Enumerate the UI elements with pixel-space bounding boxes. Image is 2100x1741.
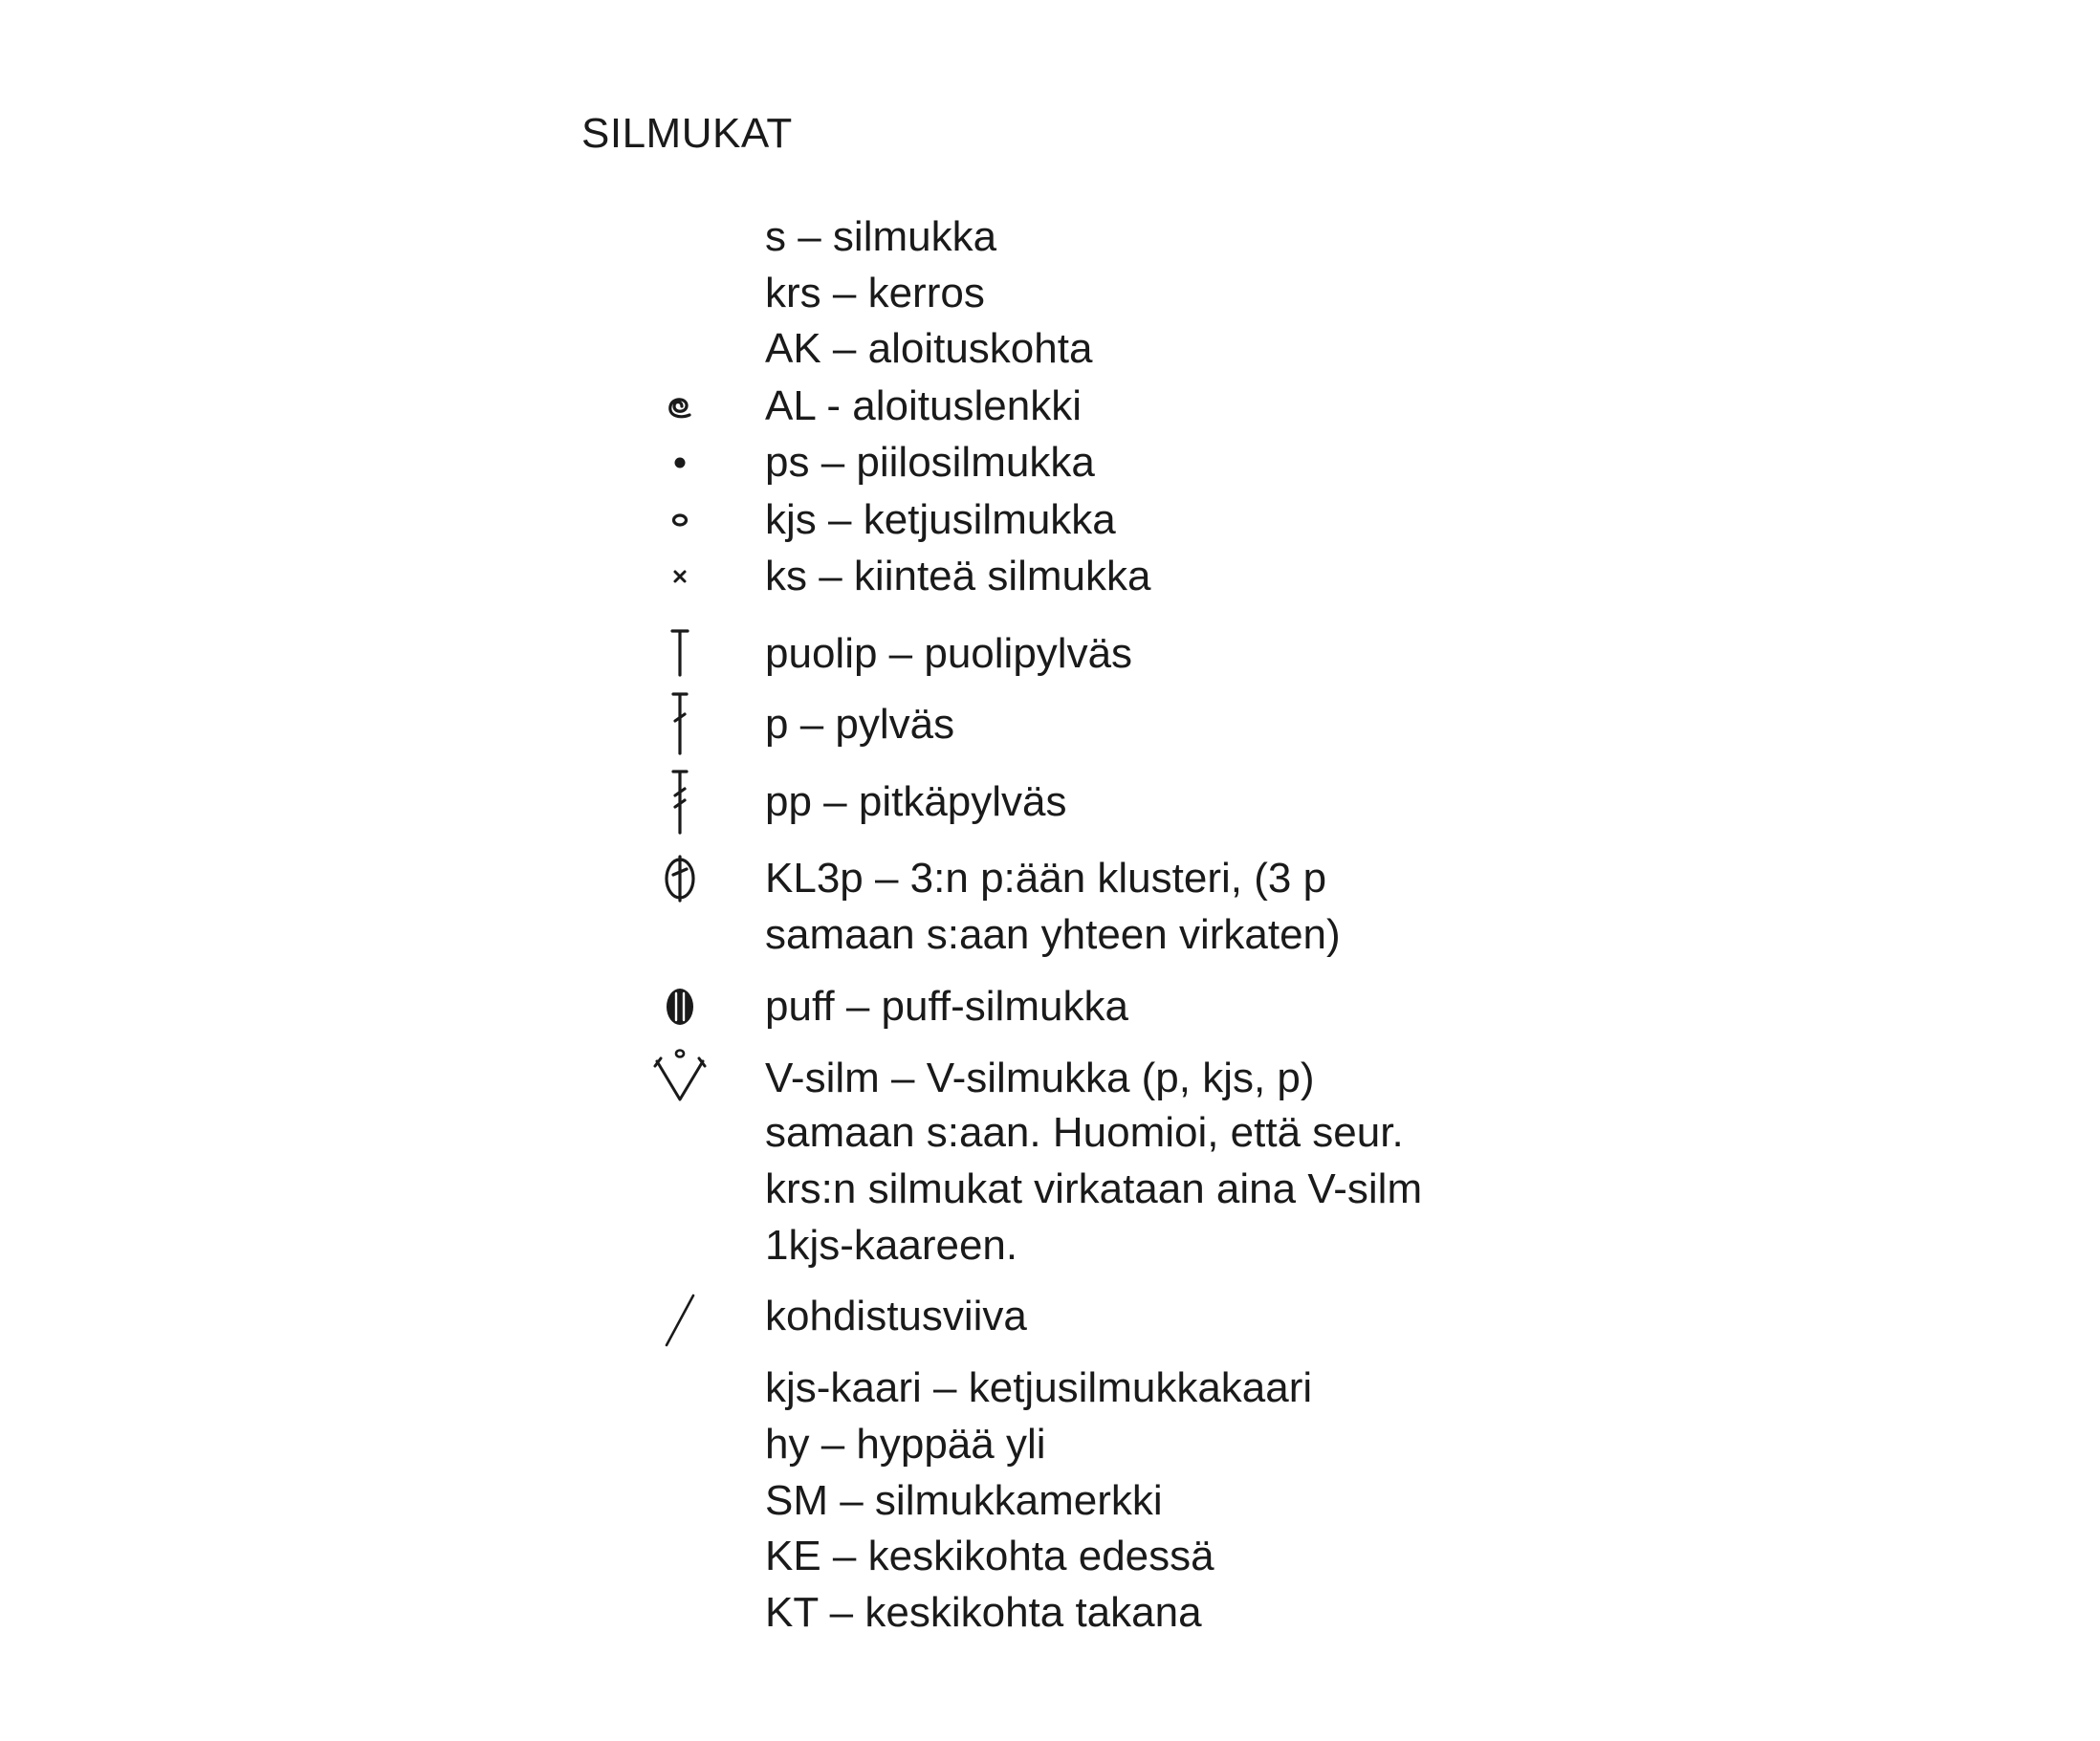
legend-text: KL3p – 3:n p:ään klusteri, (3 p — [765, 855, 1327, 902]
legend-text: kohdistusviiva — [765, 1293, 1027, 1339]
double-crochet-icon — [651, 686, 709, 763]
legend-text: 1kjs-kaareen. — [765, 1222, 1018, 1269]
cluster-icon — [651, 840, 709, 917]
section-heading: SILMUKAT — [581, 110, 793, 157]
puff-stitch-icon — [651, 968, 709, 1045]
legend-text: pp – pitkäpylväs — [765, 778, 1067, 825]
legend-text: samaan s:aan yhteen virkaten) — [765, 911, 1341, 958]
treble-crochet-icon — [651, 764, 709, 840]
half-double-crochet-icon — [651, 616, 709, 692]
legend-text: samaan s:aan. Huomioi, että seur. — [765, 1109, 1404, 1156]
legend-text: V-silm – V-silmukka (p, kjs, p) — [765, 1055, 1315, 1101]
legend-text: puolip – puolipylväs — [765, 630, 1133, 677]
legend-text: ps – piilosilmukka — [765, 439, 1095, 486]
single-crochet-icon — [651, 538, 709, 615]
alignment-line-icon — [651, 1278, 709, 1355]
legend-text: hy – hyppää yli — [765, 1421, 1046, 1468]
legend-text: AK – aloituskohta — [765, 325, 1093, 372]
legend-text: SM – silmukkamerkki — [765, 1477, 1163, 1524]
legend-text: KE – keskikohta edessä — [765, 1533, 1214, 1579]
legend-text: kjs – ketjusilmukka — [765, 496, 1116, 543]
legend-text: ks – kiinteä silmukka — [765, 553, 1151, 599]
legend-text: krs – kerros — [765, 270, 985, 316]
legend-text: krs:n silmukat virkataan aina V-silm — [765, 1165, 1423, 1212]
legend-text: puff – puff-silmukka — [765, 983, 1128, 1030]
legend-text: AL - aloituslenkki — [765, 382, 1082, 429]
v-stitch-icon — [651, 1040, 709, 1117]
legend-text: s – silmukka — [765, 213, 997, 260]
legend-text: kjs-kaari – ketjusilmukkakaari — [765, 1364, 1313, 1411]
legend-text: KT – keskikohta takana — [765, 1589, 1202, 1636]
legend-text: p – pylväs — [765, 701, 955, 748]
